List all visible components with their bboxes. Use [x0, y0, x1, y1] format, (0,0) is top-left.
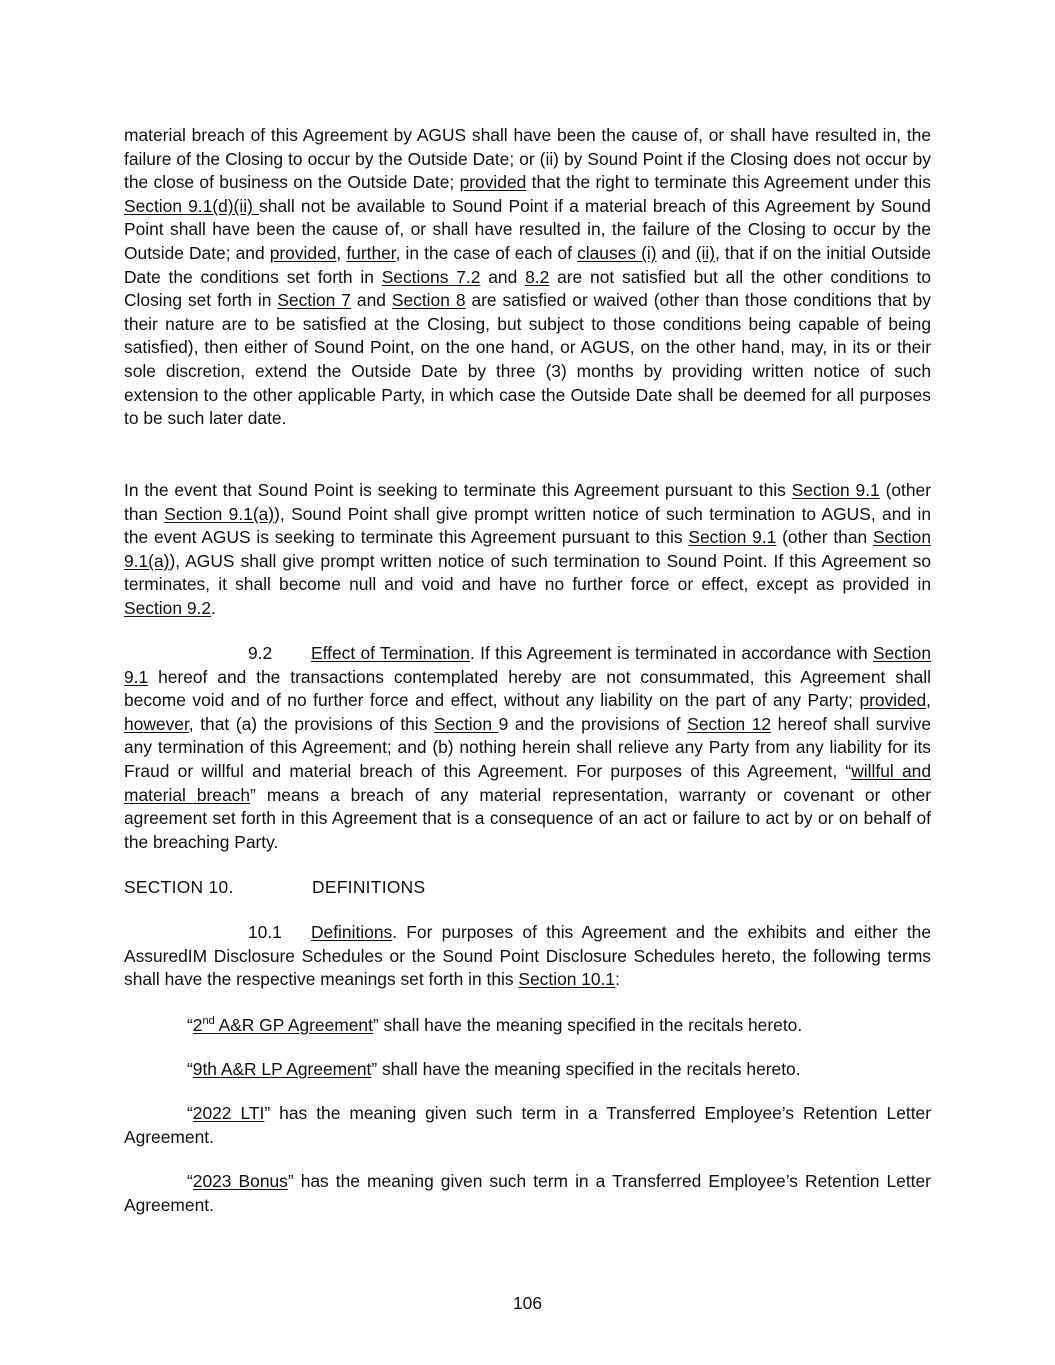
quote-mark: “ — [187, 1059, 193, 1079]
text-run: material breach of this Agreement by AGUS shall have been the cause of, or shall have resulted in, the failure of the Closing to occur by the Outside Date; or (ii) by Sound Point if the Closing does not occur by the close of business on the Outside Date; — [124, 125, 931, 193]
underlined-term: provided — [859, 690, 927, 711]
text-run: . For purposes of this Agreement and the exhibits and either the AssuredIM Disclosure Schedules or the Sound Point Disclosure Schedules hereto, the following terms shall have the respective meanings set forth in this — [124, 922, 931, 990]
clause-reference: (ii) — [695, 242, 716, 263]
text-run: In the event that Sound Point is seeking to terminate this Agreement pursuant to this — [124, 480, 792, 500]
text-run: ” means a breach of any material representation, warranty or covenant or other agreement set forth in this Agreement that is a consequence of an act or failure to act by or on behalf of the breaching Party. — [124, 784, 931, 852]
section-10-heading — [124, 877, 425, 898]
section-title: Definitions — [311, 922, 393, 942]
section-reference: Section 10.1 — [518, 969, 616, 990]
definition-text: ” shall have the meaning specified in the recitals hereto. — [372, 1015, 803, 1035]
section-reference: Section 9.1 — [791, 480, 880, 500]
underlined-term: however — [124, 713, 189, 734]
clause-reference: clauses (i) — [577, 242, 657, 263]
text-run: , in the case of each of — [395, 242, 578, 263]
paragraph-termination-notice — [124, 479, 931, 621]
text-run: hereof and the transactions contemplated hereby are not consummated, this Agreement shall become void and of no further force and effect, without any liability on the part of any Party; — [124, 666, 931, 711]
defined-term — [193, 1015, 373, 1035]
definition-2023-bonus — [124, 1170, 931, 1217]
term-text: 2 — [192, 1015, 203, 1035]
text-run: shall not be available to Sound Point if a material breach of this Agreement by Sound Point shall have been the cause of, or shall have resulted in, the failure of the Closing to occur by the Outside Date; and — [124, 195, 931, 263]
text-run: are satisfied or waived (other than those conditions that by their nature are to be satisfied at the Closing, but subject to those conditions being capable of being satisfied), then either of Sound Point, on the one hand, or AGUS, on the other hand, may, in its or their sole discretion, extend the Outside Date by three (3) months by providing written notice of such extension to the other applicable Party, in which case the Outside Date shall be deemed for all purposes to be such later date. — [124, 290, 931, 429]
section-reference: Section 7 — [277, 290, 351, 311]
text-run: . — [211, 597, 216, 618]
text-run: 9 and the provisions of — [498, 713, 688, 734]
text-run: , — [336, 242, 347, 263]
section-reference: 8.2 — [525, 266, 550, 287]
section-title: Effect of Termination — [311, 643, 470, 663]
definition-9th-ar-lp-agreement — [124, 1058, 931, 1082]
text-run: , — [926, 690, 931, 711]
quote-mark: “ — [187, 1103, 193, 1123]
section-reference: Section — [433, 713, 499, 734]
text-run: and — [480, 266, 526, 287]
text-run: (other than — [124, 480, 932, 524]
text-run: . If this Agreement is terminated in accordance with — [469, 643, 873, 663]
underlined-term: provided — [269, 242, 337, 263]
definition-text: ” shall have the meaning specified in the recitals hereto. — [371, 1059, 801, 1079]
section-number: 10.1 — [248, 922, 282, 942]
text-run: : — [615, 969, 620, 990]
text-run: hereof shall survive any termination of this Agreement; and (b) nothing herein shall relieve any Party from any liability for its Fraud or willful and material breach of this Agreement. For purposes of this Agreement, “ — [124, 713, 931, 781]
quote-mark: “ — [187, 1171, 193, 1191]
defined-term: 2022 LTI — [192, 1103, 265, 1123]
section-reference: Section 12 — [687, 713, 772, 734]
text-run: are not satisfied but all the other conditions to Closing set forth in — [124, 266, 931, 311]
definition-text: ” has the meaning given such term in a Transferred Employee’s Retention Letter Agreement. — [124, 1103, 931, 1147]
definition-text: ” has the meaning given such term in a Transferred Employee’s Retention Letter Agreement. — [124, 1171, 931, 1215]
section-number: 9.2 — [248, 643, 273, 663]
defined-term: 2023 Bonus — [192, 1171, 288, 1191]
text-run: , that (a) the provisions of this — [188, 713, 434, 734]
section-reference: Sections 7.2 — [381, 266, 481, 287]
paragraph-termination-conditions — [124, 124, 931, 431]
text-run: that the right to terminate this Agreement under this — [526, 172, 931, 193]
section-reference: Section 9.1(a) — [124, 527, 931, 571]
text-run: and — [350, 290, 392, 311]
section-reference: Section 9.1(d)(ii) — [124, 195, 259, 216]
section-reference: Section 9.1 — [688, 527, 777, 548]
text-run: and — [656, 242, 696, 263]
term-superscript: nd — [202, 1015, 215, 1028]
quote-mark: “ — [187, 1015, 193, 1035]
defined-term: 9th A&R LP Agreement — [192, 1059, 372, 1079]
term-text: A&R GP Agreement — [214, 1015, 373, 1035]
text-run: (other than — [776, 527, 873, 548]
section-heading-title: DEFINITIONS — [312, 877, 426, 897]
definition-2022-lti — [124, 1102, 931, 1149]
section-reference: Section 9.1 — [124, 643, 931, 687]
section-10-1-definitions — [124, 921, 931, 992]
text-run: , that if on the initial Outside Date the conditions set forth in — [124, 242, 932, 287]
section-reference: Section 9.1(a) — [164, 503, 275, 524]
section-heading-number: SECTION 10. — [124, 877, 234, 897]
text-run: ), Sound Point shall give prompt written notice of such termination to AGUS, and in the event AGUS is seeking to terminate this Agreement pursuant to this — [124, 503, 931, 548]
underlined-term: provided — [459, 172, 527, 193]
underlined-term: further — [346, 242, 396, 263]
definition-2nd-ar-gp-agreement — [124, 1014, 931, 1038]
section-reference: Section 8 — [391, 290, 466, 311]
text-run: ), AGUS shall give prompt written notice of such termination to Sound Point. If this Agreement so terminates, it shall become null and void and have no further force or effect, except as provided in — [124, 550, 931, 595]
page-number: 106 — [512, 1293, 542, 1313]
section-9-2-effect-of-termination — [124, 642, 931, 854]
defined-term: willful and material breach — [124, 760, 931, 805]
section-reference: Section 9.2 — [124, 597, 212, 618]
